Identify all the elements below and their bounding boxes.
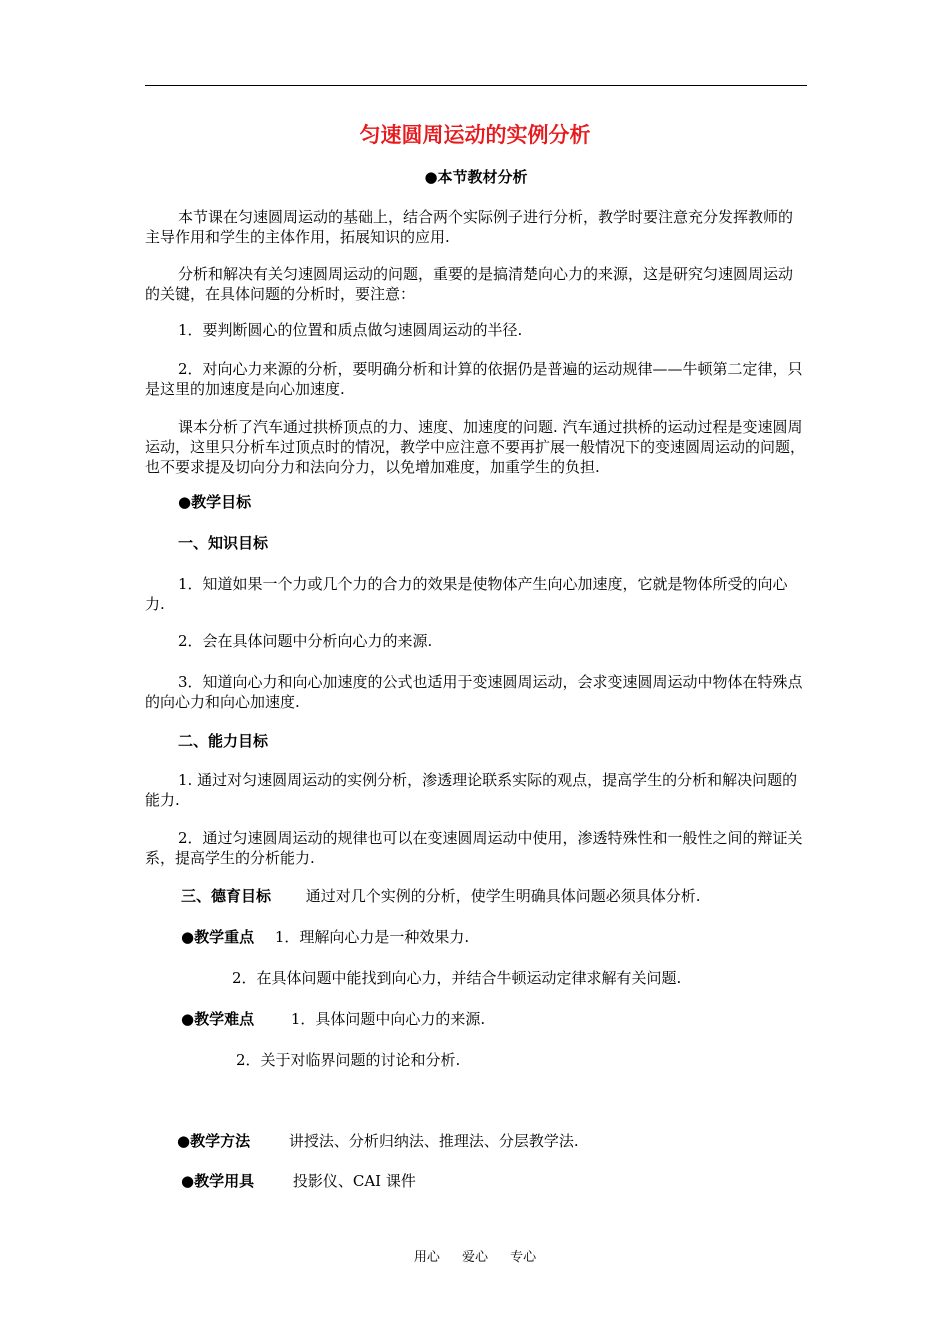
footer-word-2: 爱心: [461, 1250, 488, 1265]
header-rule: [145, 85, 807, 86]
heading-difficulties: ●教学难点: [181, 1010, 255, 1028]
moral-goals-text: 通过对几个实例的分析，使学生明确具体问题必须具体分析.: [305, 887, 701, 905]
footer-word-1: 用心: [413, 1250, 440, 1265]
heading-moral-goals: 三、德育目标: [181, 887, 272, 905]
document-title: 匀速圆周运动的实例分析: [359, 123, 591, 147]
ability-item-2: 2．通过匀速圆周运动的规律也可以在变速圆周运动中使用，渗透特殊性和一般性之间的辩证关系，提高学生的分析能力.: [145, 829, 803, 867]
knowledge-item-3: 3．知道向心力和向心加速度的公式也适用于变速圆周运动，会求变速圆周运动中物体在特殊点的向心力和向心加速度.: [145, 673, 803, 711]
heading-ability-goals: 二、能力目标: [178, 732, 269, 750]
heading-methods: ●教学方法: [177, 1132, 251, 1150]
paragraph-intro: 本节课在匀速圆周运动的基础上，结合两个实际例子进行分析，教学时要注意充分发挥教师的主导作用和学生的主体作用，拓展知识的应用.: [145, 208, 794, 246]
methods-text: 讲授法、分析归纳法、推理法、分层教学法.: [288, 1132, 579, 1150]
methods-line: [145, 1131, 807, 1151]
section-heading-teaching-goals: ●教学目标: [178, 493, 252, 511]
paragraph-point-2: 2．对向心力来源的分析，要明确分析和计算的依据仍是普遍的运动规律——牛顿第二定律，只是这里的加速度是向心加速度.: [145, 360, 803, 398]
difficulty-2: 2．关于对临界问题的讨论和分析.: [236, 1051, 461, 1069]
key-point-1: 1．理解向心力是一种效果力.: [274, 928, 470, 946]
heading-key-points: ●教学重点: [181, 928, 255, 946]
difficulty-1: 1．具体问题中向心力的来源.: [290, 1010, 486, 1028]
tools-line: [145, 1171, 807, 1191]
moral-goals-line: [145, 886, 807, 906]
key-point-2: 2．在具体问题中能找到向心力，并结合牛顿运动定律求解有关问题.: [232, 969, 682, 987]
knowledge-item-2: 2．会在具体问题中分析向心力的来源.: [178, 632, 433, 650]
paragraph-key-analysis: 分析和解决有关匀速圆周运动的问题，重要的是搞清楚向心力的来源，这是研究匀速圆周运动的关键，在具体问题的分析时，要注意：: [145, 265, 794, 303]
knowledge-item-1: 1．知道如果一个力或几个力的合力的效果是使物体产生向心加速度，它就是物体所受的向心力.: [145, 575, 788, 613]
paragraph-point-1: 1．要判断圆心的位置和质点做匀速圆周运动的半径.: [178, 321, 523, 339]
difficulties-line: [145, 1009, 807, 1029]
page-footer: [0, 1249, 950, 1267]
section-heading-material-analysis: ●本节教材分析: [424, 168, 528, 186]
paragraph-bridge-example: 课本分析了汽车通过拱桥顶点的力、速度、加速度的问题. 汽车通过拱桥的运动过程是变速圆周运动，这里只分析车过顶点时的情况，教学中应注意不要再扩展一般情况下的变速圆周运动的问题，也不要求提及切向分力和法向分力，以免增加难度，加重学生的负担.: [145, 418, 806, 476]
tools-text: 投影仪、CAI 课件: [292, 1172, 416, 1190]
heading-knowledge-goals: 一、知识目标: [178, 534, 269, 552]
heading-tools: ●教学用具: [181, 1172, 255, 1190]
key-points-line: [145, 927, 807, 947]
ability-item-1: 1. 通过对匀速圆周运动的实例分析，渗透理论联系实际的观点，提高学生的分析和解决问题的能力.: [145, 771, 798, 809]
footer-word-3: 专心: [510, 1250, 537, 1265]
